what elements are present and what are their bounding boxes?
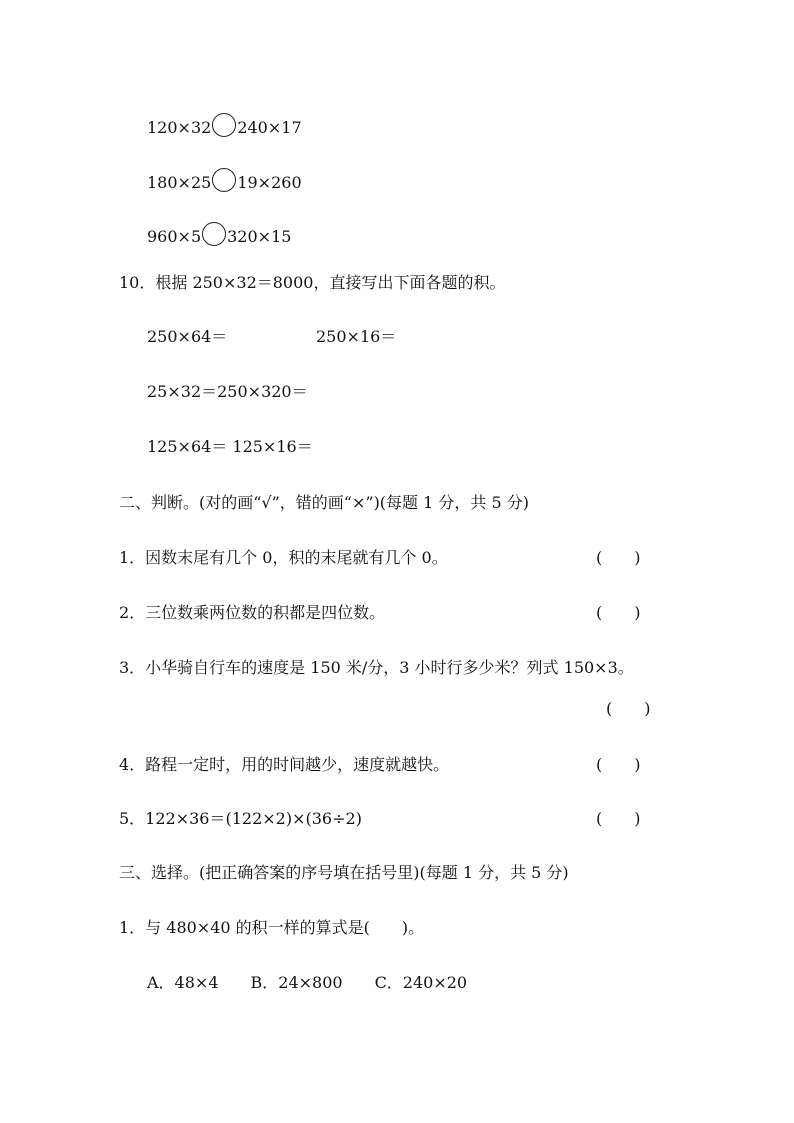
comparison-row-1	[147, 113, 302, 138]
comparison-row-3	[147, 222, 291, 247]
choice-question-1: 1．与 480×40 的积一样的算式是( )。	[119, 918, 425, 937]
judge-item-1: 1．因数末尾有几个 0，积的末尾就有几个 0。	[119, 548, 448, 567]
answer-circle[interactable]	[212, 168, 236, 192]
judge-item-4: 4．路程一定时，用的时间越少，速度就越快。	[119, 755, 450, 774]
comparison-row-2	[147, 168, 302, 193]
q10-row2: 25×32＝250×320＝	[147, 382, 308, 401]
answer-paren[interactable]: ( )	[596, 809, 641, 828]
q10-row3: 125×64＝ 125×16＝	[147, 437, 313, 456]
judge-item-3: 3．小华骑自行车的速度是 150 米/分，3 小时行多少米？列式 150×3。	[119, 658, 634, 677]
comparison-right: 19×260	[237, 173, 302, 192]
answer-paren[interactable]: ( )	[596, 755, 641, 774]
comparison-left: 960×5	[147, 227, 202, 246]
answer-circle[interactable]	[202, 222, 226, 246]
answer-paren[interactable]: ( )	[606, 699, 651, 718]
answer-paren[interactable]: ( )	[596, 603, 641, 622]
section3-heading: 三、选择。(把正确答案的序号填在括号里)(每题 1 分，共 5 分)	[119, 863, 569, 882]
choice-options: A．48×4 B．24×800 C．240×20	[147, 973, 468, 992]
comparison-left: 120×32	[147, 118, 212, 137]
section2-heading: 二、判断。(对的画“√”，错的画“×”)(每题 1 分，共 5 分)	[119, 493, 529, 512]
comparison-right: 240×17	[237, 118, 302, 137]
q10-row1-a: 250×64＝	[147, 327, 228, 346]
answer-circle[interactable]	[212, 113, 236, 137]
judge-item-5: 5．122×36＝(122×2)×(36÷2)	[119, 809, 362, 828]
q10-prompt: 10．根据 250×32＝8000，直接写出下面各题的积。	[119, 273, 506, 292]
q10-row1-b: 250×16＝	[316, 327, 397, 346]
answer-paren[interactable]: ( )	[596, 548, 641, 567]
judge-item-2: 2．三位数乘两位数的积都是四位数。	[119, 603, 386, 622]
comparison-right: 320×15	[227, 227, 292, 246]
comparison-left: 180×25	[147, 173, 212, 192]
